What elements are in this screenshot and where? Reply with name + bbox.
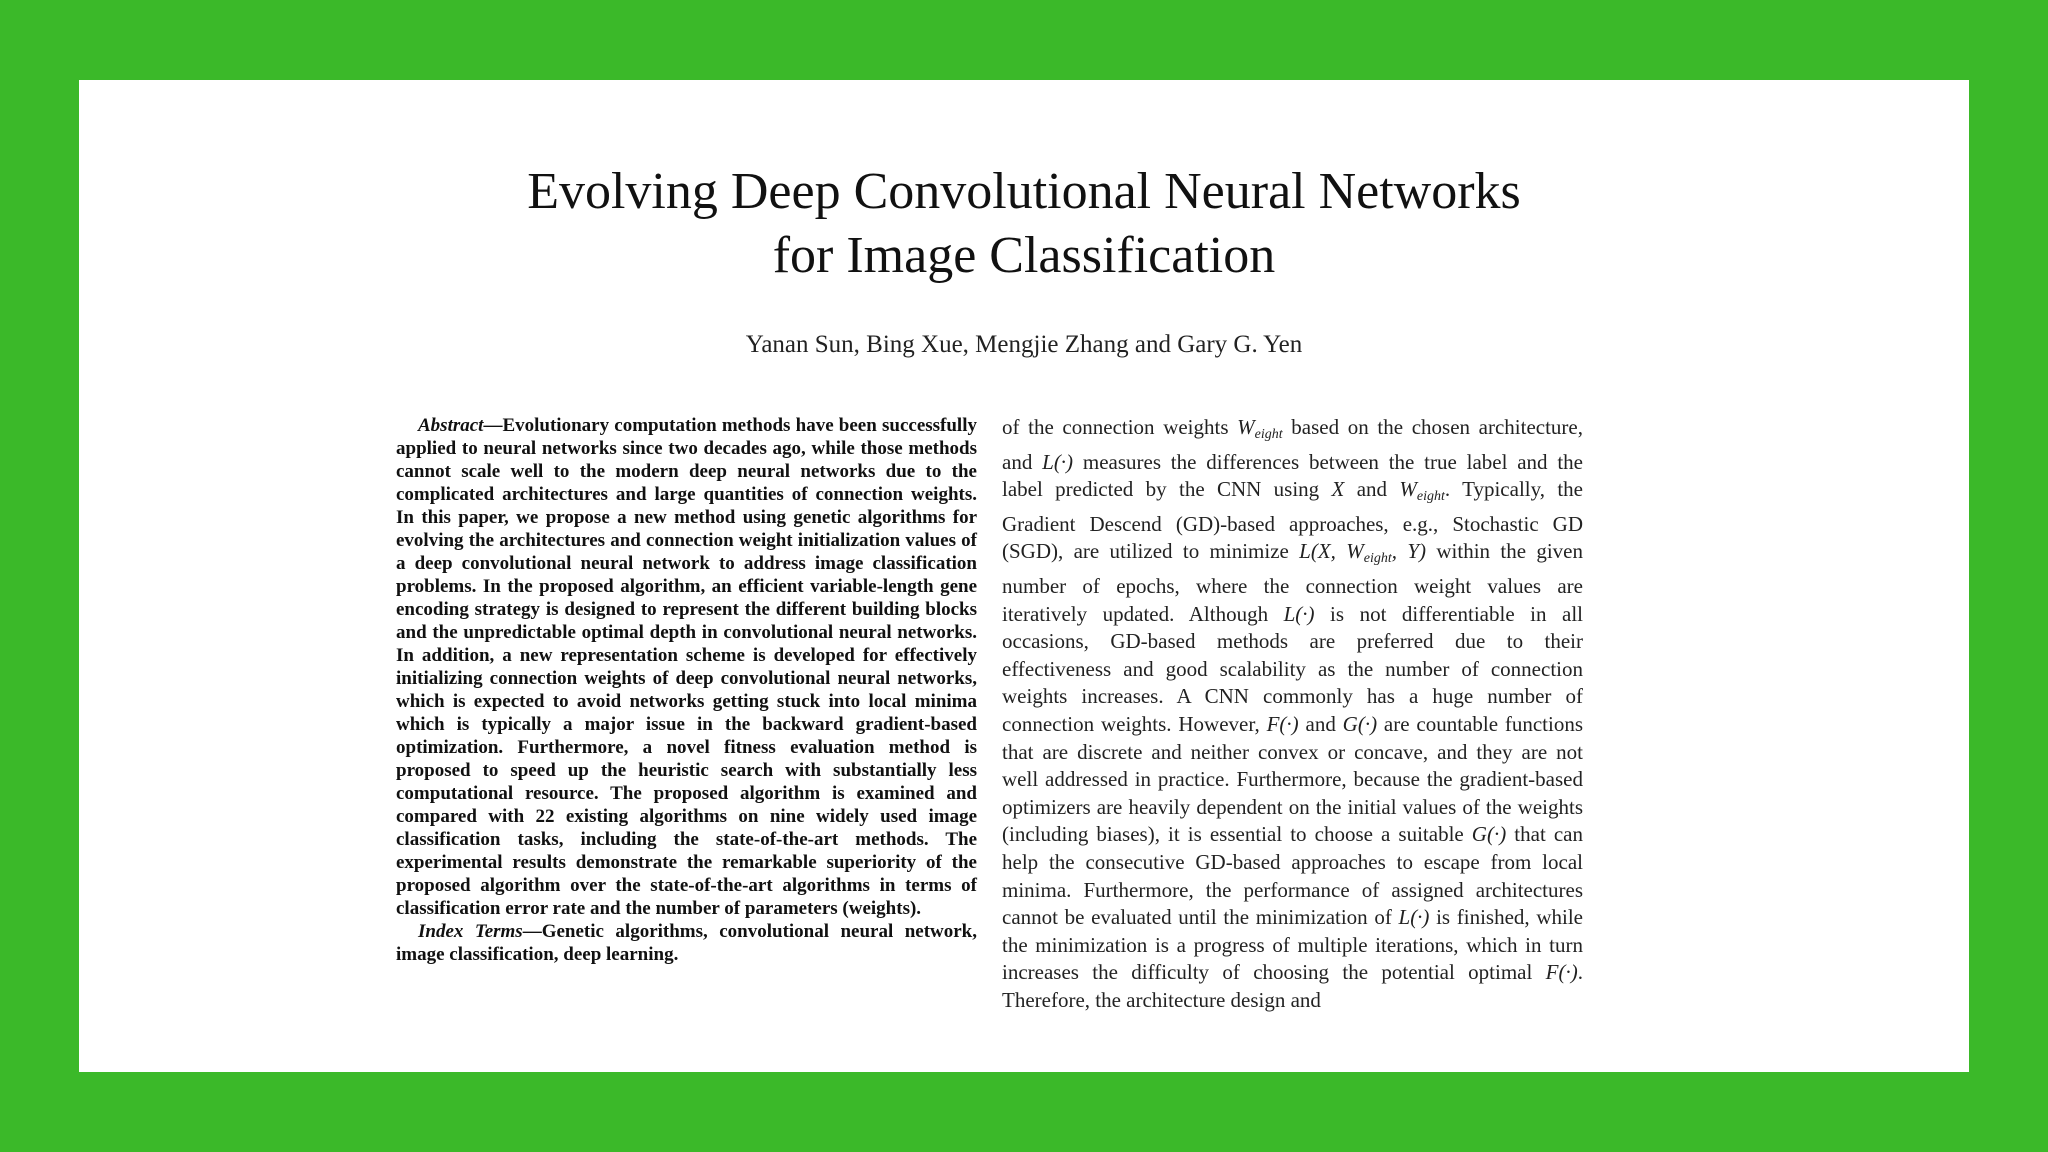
body-text: that can help the consecutive GD-based approaches to escape from local minima. Furthermore, the performance of assigned architectures cannot be evaluated until the minimization of [1002,822,1583,930]
body-text: within the given number of epochs, where the connection weight values are iteratively updated. Although [1002,539,1584,626]
math-l: L(·) [1042,449,1074,474]
intro-column [1002,414,1583,1014]
math-w-eight: $W_{eight}$ [1399,477,1445,505]
author-list: Yanan Sun, Bing Xue, Mengjie Zhang and Gary G. Yen [745,331,1303,358]
index-terms-label: Index Terms [418,921,523,942]
intro-paragraph [1002,414,1583,1014]
body-text: . Typically, the Gradient Descend (GD)-based approaches, e.g., Stochastic GD (SGD), are utilized to minimize [1002,477,1584,564]
math-l: L(·) [1398,905,1430,930]
body-text: and [1344,477,1400,502]
math-loss-expression: L(X, $W_{eight}$, Y) [1299,539,1427,567]
abstract-label: Abstract [418,415,484,436]
body-text: and [1298,711,1343,736]
body-text: . Therefore, the architecture design and [1002,960,1583,1012]
paper-page [79,80,1969,1072]
index-terms-paragraph [396,920,977,966]
abstract-column [396,414,977,966]
body-text: of the connection weights [1002,415,1238,439]
math-g: G(·) [1342,711,1378,736]
abstract-text: —Evolutionary computation methods have been successfully applied to neural networks since two decades ago, while those methods cannot scale well to the modern deep neural networks due to the complicated architectures and large quantities of connection weights. In this paper, we propose a new method using genetic algorithms for evolving the architectures and connection weight initialization values of a deep convolutional neural network to address image classification problems. In the proposed algorithm, an efficient variable-length gene encoding strategy is designed to represent the different building blocks and the unpredictable optimal depth in convolutional neural networks. In addition, a new representation scheme is developed for effectively initializing connection weights of deep convolutional neural networks, which is expected to avoid networks getting stuck into local minima which is typically a major issue in the backward gradient-based optimization. Furthermore, a novel fitness evaluation method is proposed to speed up the heuristic search with substantially less computational resource. The proposed algorithm is examined and compared with 22 existing algorithms on nine widely used image classification tasks, including the state-of-the-art methods. The experimental results demonstrate the remarkable superiority of the proposed algorithm over the state-of-the-art algorithms in terms of classification error rate and the number of parameters (weights). [396,415,977,919]
body-text: is not differentiable in all occasions, GD-based methods are preferred due to their effectiveness and good scalability as the number of connection weights increases. A CNN commonly has a huge number of connection weights. However, [1002,601,1584,736]
math-l: L(·) [1283,601,1315,626]
body-text: are countable functions that are discrete and neither convex or concave, and they are not well addressed in practice. Furthermore, because the gradient-based optimizers are heavily dependent on the initial values of the weights (including biases), it is essential to choose a suitable [1002,711,1584,847]
math-x: X [1331,477,1345,502]
body-text: is finished, while the minimization is a progress of multiple iterations, which in turn increases the difficulty of choosing the potential optimal [1002,905,1583,985]
paper-title [79,160,1969,288]
title-line-2: for Image Classification [772,227,1276,284]
index-terms-text: —Genetic algorithms, convolutional neural network, image classification, deep learning. [396,921,978,965]
title-line-1: Evolving Deep Convolutional Neural Networks [527,163,1521,220]
math-w-eight: $W_{eight}$ [1237,415,1283,442]
body-text: measures the differences between the true label and the label predicted by the CNN using [1002,449,1583,502]
math-f: F(·) [1266,711,1299,736]
abstract-paragraph [396,414,977,920]
math-f: F(·) [1545,960,1578,985]
body-text: based on the chosen architecture, and [1002,415,1583,474]
math-g: G(·) [1471,822,1507,847]
